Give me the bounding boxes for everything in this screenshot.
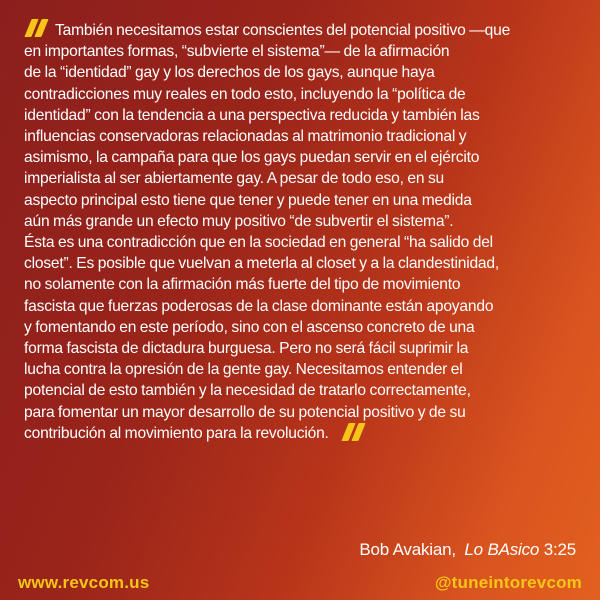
quote-line: aspecto principal esto tiene que tener y puede tener en una medida [24, 191, 472, 209]
quote-line: identidad” con la tendencia a una perspectiva reducida y también las [24, 106, 480, 124]
quote-line: potencial de esto también y la necesidad de tratarlo correctamente, [24, 382, 471, 400]
attribution [359, 540, 576, 560]
open-quote-icon [24, 19, 48, 37]
social-handle-link[interactable]: @tuneintorevcom [434, 573, 582, 592]
quote-line: closet”. Es posible que vuelvan a meterla al closet y a la clandestinidad, [24, 255, 500, 273]
quote-line: imperialista al ser abiertamente gay. A pesar de todo eso, en su [24, 170, 445, 188]
website-link[interactable]: www.revcom.us [18, 573, 150, 592]
quote-line: lucha contra la opresión de la gente gay. Necesitamos entender el [24, 361, 463, 379]
quote-line: para fomentar un mayor desarrollo de su potencial positivo y de su [24, 403, 466, 421]
quote-line: asimismo, la campaña para que los gays puedan servir en el ejército [24, 149, 480, 167]
quote-line: y fomentando en este período, sino con el ascenso concreto de una [24, 318, 475, 336]
quote-line: aún más grande un efecto muy positivo “de subvertir el sistema”. [24, 212, 454, 230]
quote-line: forma fascista de dictadura burguesa. Pero no será fácil suprimir la [24, 340, 469, 358]
quote-line [24, 423, 590, 444]
attribution-work: Lo BAsico [464, 540, 540, 559]
quote-block [24, 19, 590, 444]
attribution-author: Bob Avakian, [359, 540, 456, 559]
quote-line: influencias conservadoras relacionadas al matrimonio tradicional y [24, 128, 467, 146]
quote-line-text: También necesitamos estar conscientes del potencial positivo —que [55, 22, 511, 39]
attribution-reference: 3:25 [543, 540, 576, 559]
close-quote-icon [341, 423, 365, 441]
quote-line: contradicciones muy reales en todo esto, incluyendo la “política de [24, 85, 466, 103]
quote-line: no solamente con la afirmación más fuerte del tipo de movimiento [24, 276, 461, 294]
quote-line: Ésta es una contradicción que en la sociedad en general “ha salido del [24, 234, 493, 252]
quote-line: en importantes formas, “subvierte el sistema”— de la afirmación [24, 43, 450, 61]
quote-line: fascista que fuerzas poderosas de la clase dominante están apoyando [24, 297, 494, 315]
quote-line: de la “identidad” gay y los derechos de los gays, aunque haya [24, 64, 435, 82]
quote-line-text: contribución al movimiento para la revolución. [24, 424, 329, 442]
quote-line [24, 19, 590, 41]
